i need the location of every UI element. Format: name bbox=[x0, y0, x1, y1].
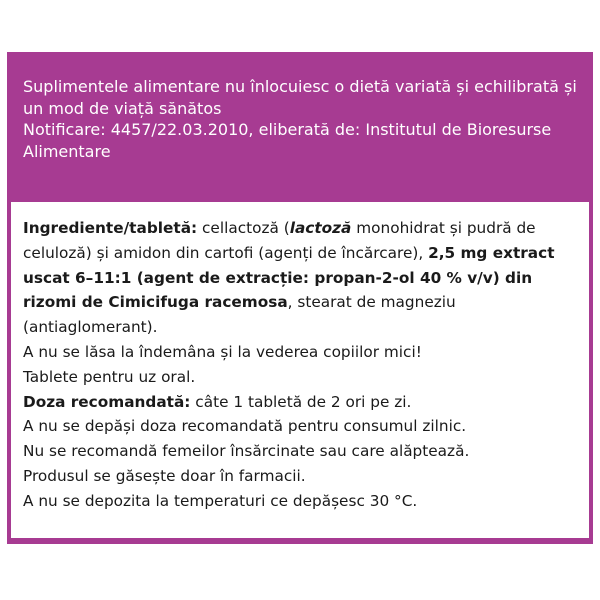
product-info bbox=[11, 216, 589, 514]
dose-value: câte 1 tabletă de 2 ori pe zi. bbox=[190, 392, 412, 411]
pregnancy-warning: Nu se recomandă femeilor însărcinate sau care alăptează. bbox=[23, 442, 470, 461]
disclaimer-text: Suplimentele alimentare nu înlocuiesc o dietă variată și echilibrată și un mod de viață sănătos bbox=[23, 77, 577, 118]
children-warning: A nu se lăsa la îndemâna și la vederea copiilor mici! bbox=[23, 342, 422, 361]
ingredients-text-3: , stearat de magneziu (antiaglomerant). bbox=[23, 293, 456, 337]
ingredients-paragraph bbox=[23, 216, 581, 340]
usage-text: Tablete pentru uz oral. bbox=[23, 367, 196, 386]
dose-warning: A nu se depăși doza recomandată pentru consumul zilnic. bbox=[23, 417, 467, 436]
ingredients-label: Ingrediente/tabletă: bbox=[23, 219, 198, 237]
ingredients-text-2: monohidrat și pudră de celuloză) și amidon din cartofi (agenți de încărcare), bbox=[23, 219, 536, 262]
storage-warning: A nu se depozita la temperaturi ce depășesc 30 °C. bbox=[23, 491, 418, 510]
ingredients-text-1: cellactoză ( bbox=[197, 219, 290, 237]
notification-text: Notificare: 4457/22.03.2010, eliberată de: Institutul de Bioresurse Alimentare bbox=[23, 120, 552, 161]
extract-text: 2,5 mg extract uscat 6–11:1 (agent de extracție: propan-2-ol 40 % v/v) din rizomi de Cimicifuga racemosa bbox=[23, 243, 555, 312]
lactose-term: lactoză bbox=[289, 219, 352, 237]
disclaimer-band bbox=[11, 52, 589, 202]
pharmacy-only-text: Produsul se găsește doar în farmacii. bbox=[23, 466, 306, 485]
dose-line bbox=[23, 390, 581, 415]
dose-label: Doza recomandată: bbox=[23, 392, 191, 411]
label-frame bbox=[7, 52, 593, 544]
